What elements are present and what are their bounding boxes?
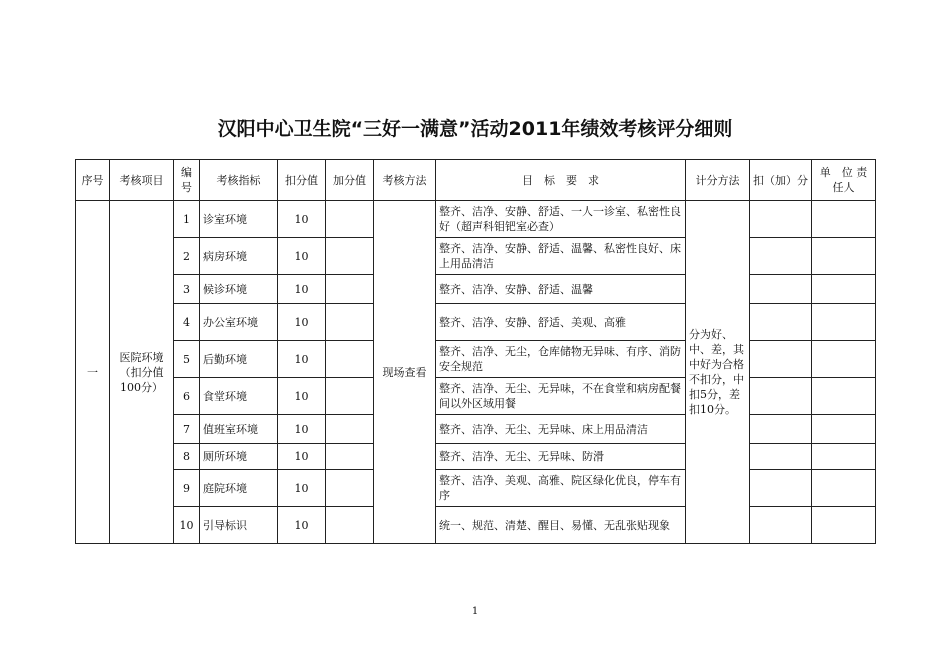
row-add-cell <box>326 470 374 507</box>
table-row <box>76 470 876 507</box>
row-target: 整齐、洁净、美观、高雅、院区绿化优良，停车有序 <box>436 470 686 507</box>
row-add-cell <box>326 304 374 341</box>
row-num: 5 <box>174 341 200 378</box>
document-title: 汉阳中心卫生院“三好一满意”活动2011年绩效考核评分细则 <box>217 118 733 140</box>
header-adjust: 扣（加）分 <box>750 160 812 201</box>
row-indicator: 庭院环境 <box>200 470 278 507</box>
row-responsible-cell <box>812 470 876 507</box>
row-target: 统一、规范、清楚、醒目、易懂、无乱张贴现象 <box>436 507 686 544</box>
header-item: 考核项目 <box>110 160 174 201</box>
row-responsible-cell <box>812 275 876 304</box>
table-row <box>76 415 876 444</box>
row-num: 10 <box>174 507 200 544</box>
page-number: 1 <box>471 606 479 617</box>
table-row <box>76 275 876 304</box>
row-indicator: 食堂环境 <box>200 378 278 415</box>
row-adjust-cell <box>750 507 812 544</box>
row-num: 1 <box>174 201 200 238</box>
group-item: 医院环境（扣分值100分） <box>110 201 174 544</box>
table-row <box>76 507 876 544</box>
row-target: 整齐、洁净、无尘，仓库储物无异味、有序、消防安全规范 <box>436 341 686 378</box>
row-indicator: 病房环境 <box>200 238 278 275</box>
row-adjust-cell <box>750 201 812 238</box>
header-add: 加分值 <box>326 160 374 201</box>
row-adjust-cell <box>750 470 812 507</box>
row-adjust-cell <box>750 238 812 275</box>
row-add-cell <box>326 238 374 275</box>
row-add-cell <box>326 275 374 304</box>
row-deduct: 10 <box>278 201 326 238</box>
group-seq: 一 <box>76 201 110 544</box>
row-target: 整齐、洁净、安静、舒适、温馨、私密性良好、床上用品清洁 <box>436 238 686 275</box>
row-indicator: 办公室环境 <box>200 304 278 341</box>
row-responsible-cell <box>812 304 876 341</box>
row-indicator: 候诊环境 <box>200 275 278 304</box>
row-deduct: 10 <box>278 444 326 470</box>
row-responsible-cell <box>812 201 876 238</box>
group-scoring: 分为好、中、差，其中好为合格不扣分，中扣5分，差扣10分。 <box>686 201 750 544</box>
row-responsible-cell <box>812 444 876 470</box>
row-indicator: 引导标识 <box>200 507 278 544</box>
row-num: 6 <box>174 378 200 415</box>
header-indicator: 考核指标 <box>200 160 278 201</box>
row-target: 整齐、洁净、无尘、无异味，不在食堂和病房配餐间以外区域用餐 <box>436 378 686 415</box>
row-num: 8 <box>174 444 200 470</box>
row-indicator: 厕所环境 <box>200 444 278 470</box>
row-responsible-cell <box>812 378 876 415</box>
table-row <box>76 341 876 378</box>
group-method: 现场查看 <box>374 201 436 544</box>
row-adjust-cell <box>750 341 812 378</box>
row-num: 4 <box>174 304 200 341</box>
row-add-cell <box>326 341 374 378</box>
row-adjust-cell <box>750 275 812 304</box>
row-deduct: 10 <box>278 378 326 415</box>
row-adjust-cell <box>750 378 812 415</box>
header-target: 目 标 要 求 <box>436 160 686 201</box>
row-add-cell <box>326 415 374 444</box>
row-add-cell <box>326 444 374 470</box>
row-indicator: 后勤环境 <box>200 341 278 378</box>
header-deduct: 扣分值 <box>278 160 326 201</box>
row-responsible-cell <box>812 507 876 544</box>
row-num: 3 <box>174 275 200 304</box>
row-num: 2 <box>174 238 200 275</box>
row-deduct: 10 <box>278 238 326 275</box>
row-responsible-cell <box>812 341 876 378</box>
row-responsible-cell <box>812 238 876 275</box>
row-deduct: 10 <box>278 275 326 304</box>
table-row <box>76 378 876 415</box>
row-add-cell <box>326 378 374 415</box>
row-target: 整齐、洁净、无尘、无异味、床上用品清洁 <box>436 415 686 444</box>
header-method: 考核方法 <box>374 160 436 201</box>
row-target: 整齐、洁净、安静、舒适、美观、高雅 <box>436 304 686 341</box>
row-indicator: 诊室环境 <box>200 201 278 238</box>
row-target: 整齐、洁净、安静、舒适、一人一诊室、私密性良好（超声科钼钯室必查） <box>436 201 686 238</box>
row-add-cell <box>326 507 374 544</box>
row-deduct: 10 <box>278 415 326 444</box>
header-scoring: 计分方法 <box>686 160 750 201</box>
header-seq: 序号 <box>76 160 110 201</box>
row-num: 9 <box>174 470 200 507</box>
table-row <box>76 201 876 238</box>
header-row <box>76 160 876 201</box>
row-responsible-cell <box>812 415 876 444</box>
row-adjust-cell <box>750 415 812 444</box>
row-indicator: 值班室环境 <box>200 415 278 444</box>
table-row <box>76 238 876 275</box>
row-deduct: 10 <box>278 507 326 544</box>
row-num: 7 <box>174 415 200 444</box>
row-deduct: 10 <box>278 341 326 378</box>
row-adjust-cell <box>750 304 812 341</box>
table-row <box>76 304 876 341</box>
table-row <box>76 444 876 470</box>
row-target: 整齐、洁净、无尘、无异味、防滑 <box>436 444 686 470</box>
row-deduct: 10 <box>278 470 326 507</box>
header-num: 编号 <box>174 160 200 201</box>
row-adjust-cell <box>750 444 812 470</box>
row-deduct: 10 <box>278 304 326 341</box>
header-responsible: 单 位 责任人 <box>812 160 876 201</box>
scoring-table <box>75 159 876 544</box>
row-target: 整齐、洁净、安静、舒适、温馨 <box>436 275 686 304</box>
row-add-cell <box>326 201 374 238</box>
